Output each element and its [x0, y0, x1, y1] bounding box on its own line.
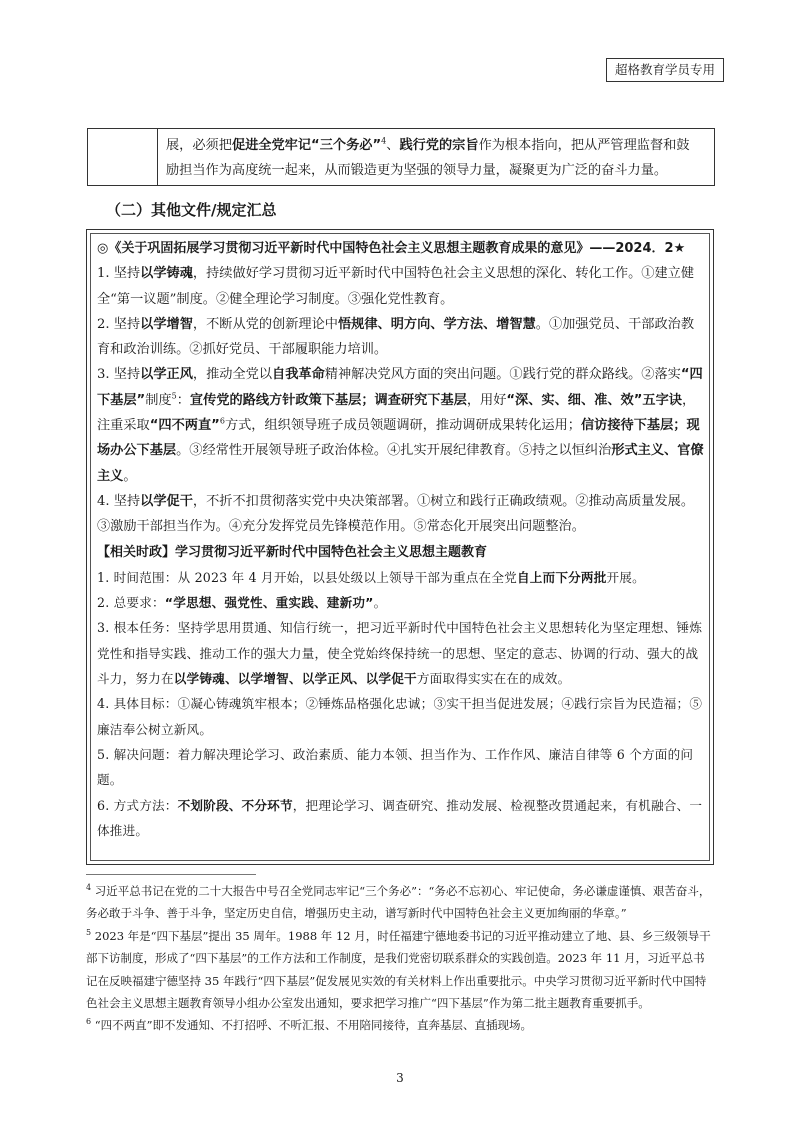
related-news-section	[97, 540, 704, 844]
related-news-title: 【相关时政】学习贯彻习近平新时代中国特色社会主义思想主题教育	[97, 544, 488, 560]
text-run: 励担当作为高度统一起来，从而锻造更为坚强的领导力量，凝聚更为广泛的奋斗力量。	[166, 163, 668, 178]
summary-box	[86, 229, 714, 865]
footnote-ref-6[interactable]: 6	[219, 416, 225, 426]
table-empty-cell	[88, 129, 158, 185]
footnote-divider	[86, 874, 256, 875]
table-text-cell	[158, 129, 714, 185]
related-item-6: 6. 方式方法：不划阶段、不分环节，把理论学习、调查研究、推动发展、检视整改贯通起来，有机融合、一体推进。	[97, 797, 703, 838]
footnote-ref-4[interactable]: 4	[381, 136, 387, 146]
text-run-bold: 促进全党牢记“三个务必”	[231, 138, 382, 153]
related-item-3: 3. 根本任务：坚持学思用贯通、知信行统一，把习近平新时代中国特色社会主义思想转化为坚定理想、锤炼党性和指导实践、推动工作的强大力量，使全党始终保持统一的思想、坚定的意志、协调的行动、强大的战斗力，努力在以学铸魂、以学增智、以学正风、以学促干方面取得实实在在的成效。	[97, 620, 703, 687]
related-item-2: 2. 总要求：“学思想、强党性、重实践、建新功”。	[97, 595, 387, 611]
footnote-6: $^6$ “四不两直”即不发通知、不打招呼、不听汇报、不用陪同接待，直奔基层、直插现场。	[86, 1017, 533, 1033]
point-3: 3. 坚持以学正风，推动全党以自我革命精神解决党风方面的突出问题。①践行党的群众路线。②落实“四下基层”制度$^5$：宣传党的路线方针政策下基层；调查研究下基层，用好“深、实、细、准、效”五字诀，注重采取“四不两直”$^6$方式，组织领导班子成员领题调研，推动调研成果转化运用；信访接待下基层；现场办公下基层。③经常性开展领导班子政治体检。④扎实开展纪律教育。⑤持之以恒纠治形式主义、官僚主义。	[97, 367, 704, 484]
related-item-1: 1. 时间范围：从 2023 年 4 月开始，以县处级以上领导干部为重点在全党自上而下分两批开展。	[97, 569, 645, 585]
footnotes	[86, 880, 714, 1037]
footnote-5: $^5$ 2023 年是“四下基层”提出 35 周年。1988 年 12 月，时任福建宁德地委书记的习近平推动建立了地、县、乡三级领导干部下访制度，形成了“四下基层”的工作方法和工作制度，是我们党密切联系群众的实践创造。2023 年 11 月，习近平总书记在反映福建宁德坚持 35 年践行“四下基层”促发展见实效的有关材料上作出重要批示。中央学习贯彻习近平新时代中国特色社会主义思想主题教育领导小组办公室发出通知，要求把学习推广“四下基层”作为第二批主题教育重要抓手。	[86, 927, 711, 1011]
text-run: 、	[386, 138, 400, 153]
continued-table	[87, 128, 715, 186]
text-run: 作为根本指向，把从严管理监督和鼓	[478, 138, 690, 153]
point-4: 4. 坚持以学促干，不折不扣贯彻落实党中央决策部署。①树立和践行正确政绩观。②推动高质量发展。③激励干部担当作为。④充分发挥党员先锋模范作用。⑤常态化开展突出问题整治。	[97, 493, 695, 535]
watermark-badge: 超格教育学员专用	[606, 58, 724, 82]
point-1: 1. 坚持以学铸魂，持续做好学习贯彻习近平新时代中国特色社会主义思想的深化、转化工作。①建立健全“第一议题”制度。②健全理论学习制度。③强化党性教育。	[97, 266, 695, 307]
page-number: 3	[396, 1071, 404, 1085]
related-item-5: 5. 解决问题：着力解决理论学习、政治素质、能力本领、担当作为、工作作风、廉洁自律等 6 个方面的问题。	[97, 746, 694, 788]
footnote-4: $^4$ 习近平总书记在党的二十大报告中号召全党同志牢记“三个务必”：“务必不忘初心、牢记使命，务必谦虚谨慎、艰苦奋斗，务必敢于斗争、善于斗争，坚定历史自信，增强历史主动，谱写新时代中国特色社会主义更加绚丽的华章。”	[86, 883, 711, 921]
text-run-bold: 践行党的宗旨	[399, 138, 479, 153]
section-title: （二）其他文件/规定汇总	[106, 201, 277, 219]
text-run: 展，必须把	[166, 138, 232, 153]
footnote-ref-5[interactable]: 5	[171, 391, 177, 401]
document-title: ◎《关于巩固拓展学习贯彻习近平新时代中国特色社会主义思想主题教育成果的意见》——2024．2★	[97, 241, 686, 256]
point-2: 2. 坚持以学增智，不断从党的创新理论中悟规律、明方向、学方法、增智慧。①加强党员、干部政治教育和政治训练。②抓好党员、干部履职能力培训。	[97, 316, 695, 358]
related-item-4: 4. 具体目标：①凝心铸魂筑牢根本；②锤炼品格强化忠诚；③实干担当促进发展；④践行宗旨为民造福；⑤廉洁奉公树立新风。	[97, 696, 703, 737]
summary-box-inner	[90, 233, 710, 861]
